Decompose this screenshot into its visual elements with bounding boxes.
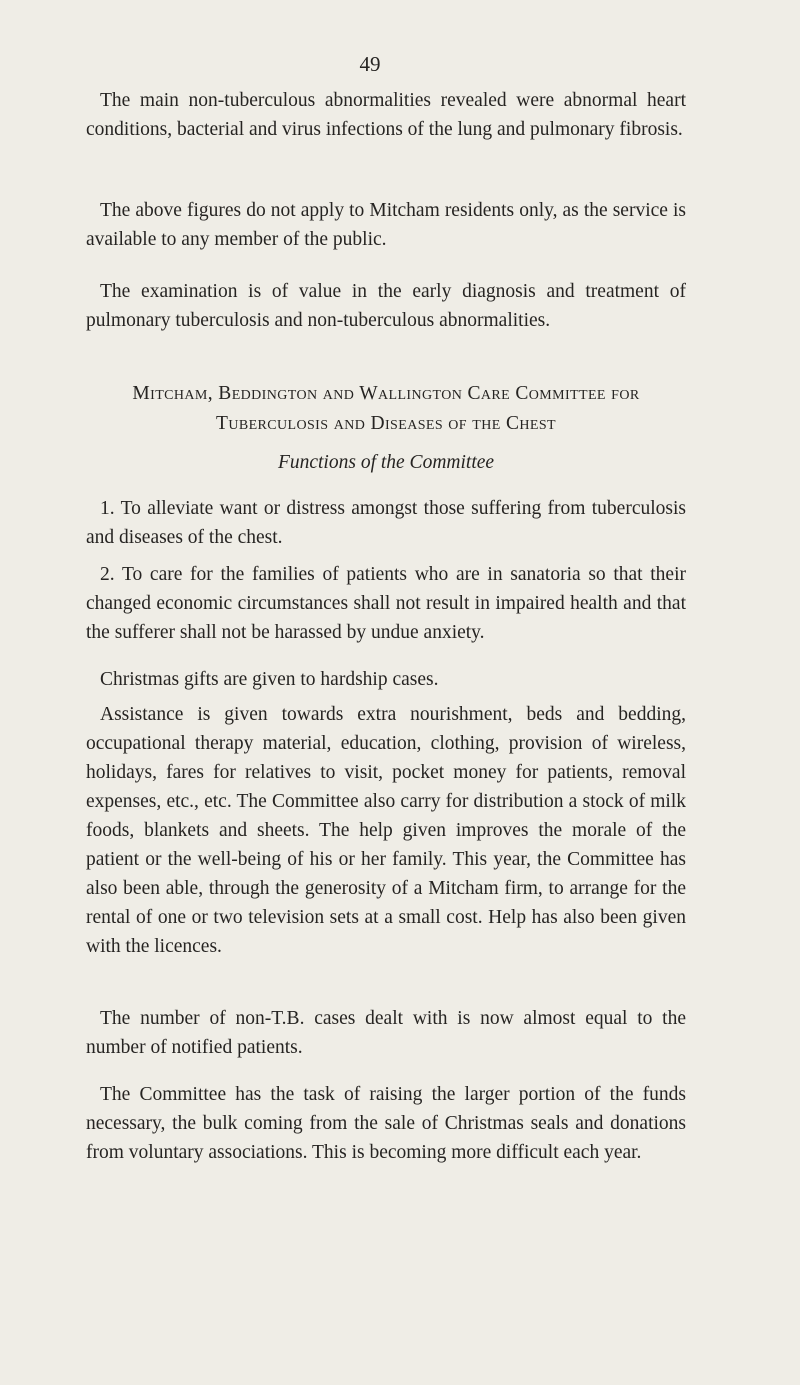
section-heading-line-2: Tuberculosis and Diseases of the Chest bbox=[216, 413, 556, 434]
function-item-2: 2. To care for the families of patients who are in sanatoria so that their changed economic circumstances shall not result in impaired health and that the sufferer shall not be harassed by undue anxiety. bbox=[86, 564, 686, 643]
paragraph-figures-note: The above figures do not apply to Mitcham residents only, as the service is available to any member of the public. bbox=[86, 200, 686, 250]
page-number: 49 bbox=[359, 52, 381, 76]
paragraph-assistance: Assistance is given towards extra nourishment, beds and bedding, occupational therapy material, education, clothing, provision of wireless, holidays, fares for relatives to visit, pocket money for patients, removal expenses, etc., etc. The Committee also carry for distribution a stock of milk foods, blankets and sheets. The help given improves the morale of the patient or the well-being of his or her family. This year, the Committee has also been able, through the generosity of a Mitcham firm, to arrange for the rental of one or two television sets at a small cost. Help has also been given with the licences. bbox=[86, 704, 686, 957]
function-item-1: 1. To alleviate want or distress amongst those suffering from tuberculosis and diseases of the chest. bbox=[86, 498, 686, 548]
paragraph-christmas-gifts: Christmas gifts are given to hardship cases. bbox=[100, 669, 439, 690]
paragraph-abnormalities: The main non-tuberculous abnormalities revealed were abnormal heart conditions, bacterial and virus infections of the lung and pulmonary fibrosis. bbox=[86, 90, 686, 140]
paragraph-examination-value: The examination is of value in the early diagnosis and treatment of pulmonary tuberculosis and non-tuberculous abnormalities. bbox=[86, 281, 686, 331]
section-subheading: Functions of the Committee bbox=[277, 452, 495, 473]
paragraph-non-tb-cases: The number of non-T.B. cases dealt with is now almost equal to the number of notified patients. bbox=[86, 1008, 686, 1058]
paragraph-funding: The Committee has the task of raising the larger portion of the funds necessary, the bulk coming from the sale of Christmas seals and donations from voluntary associations. This is becoming more difficult each year. bbox=[86, 1084, 686, 1163]
section-heading-line-1: Mitcham, Beddington and Wallington Care Committee for bbox=[132, 383, 640, 404]
